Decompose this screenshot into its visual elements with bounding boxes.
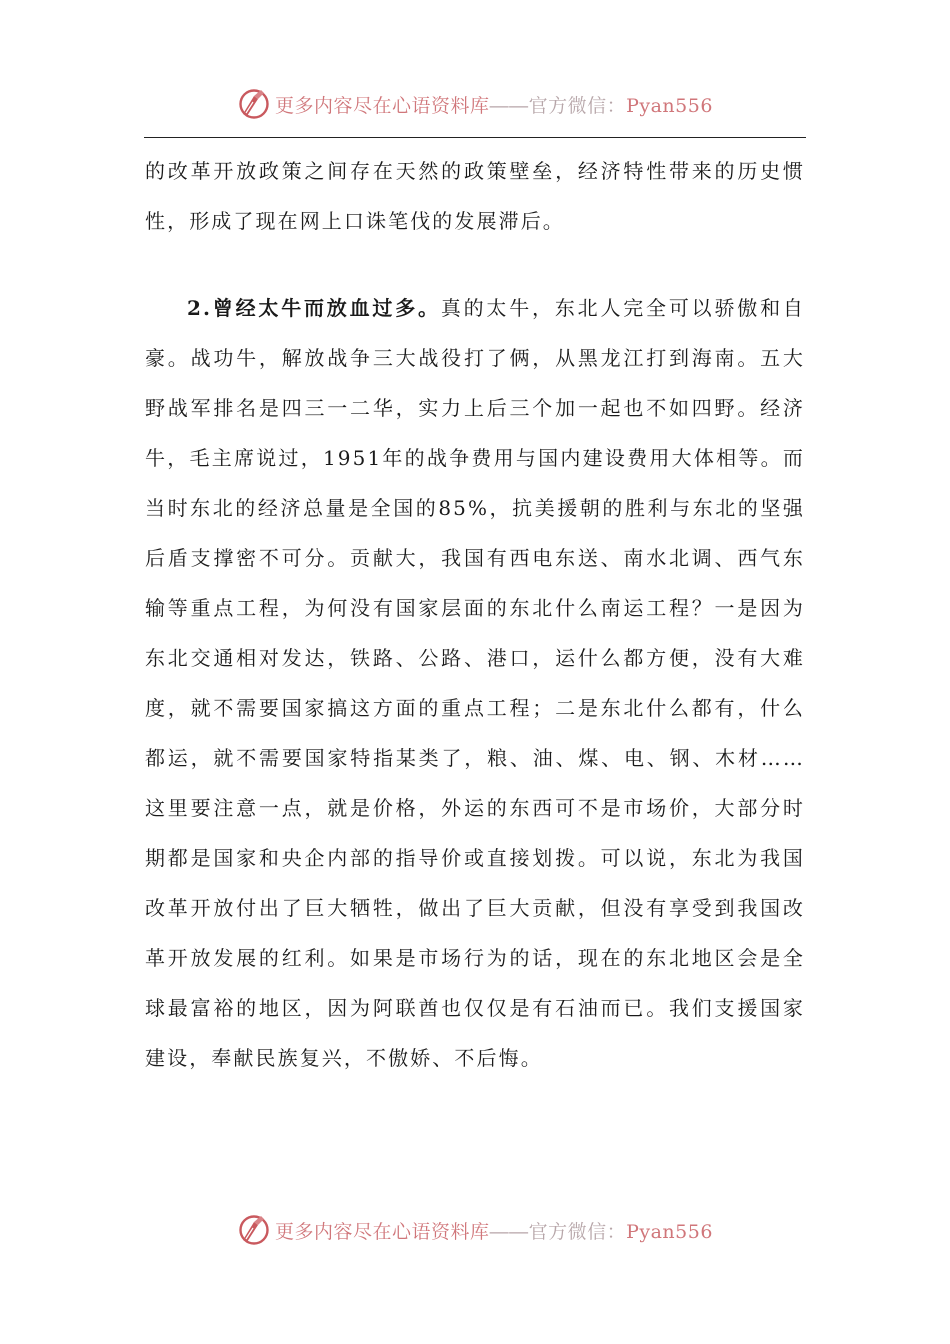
paragraph-continuation: 的改革开放政策之间存在天然的政策壁垒，经济特性带来的历史惯性，形成了现在网上口诛笔伐的发展滞后。	[145, 159, 805, 233]
header-banner-text	[275, 91, 713, 118]
pen-nib-logo-icon	[237, 1213, 271, 1247]
paragraph-2	[145, 283, 805, 1083]
header-dash: ——	[489, 95, 529, 117]
footer-wechat-label: 官方微信：	[528, 1221, 627, 1243]
header-site-text: 更多内容尽在心语资料库	[275, 94, 490, 117]
footer-banner	[0, 1210, 950, 1250]
document-body	[145, 146, 805, 1083]
section-heading: 2.曾经太牛而放血过多。	[187, 296, 441, 320]
footer-banner-text	[275, 1217, 713, 1244]
pen-nib-logo-icon	[237, 87, 271, 121]
header-wechat-label: 官方微信：	[528, 95, 627, 117]
header-divider	[144, 137, 806, 138]
footer-dash: ——	[489, 1221, 529, 1243]
footer-wechat-id: Pyan556	[626, 1220, 713, 1243]
header-wechat-id: Pyan556	[626, 94, 713, 117]
header-banner	[0, 84, 950, 124]
footer-site-text: 更多内容尽在心语资料库	[275, 1220, 490, 1243]
paragraph-2-text: 真的太牛，东北人完全可以骄傲和自豪。战功牛，解放战争三大战役打了俩，从黑龙江打到海南。五大野战军排名是四三一二华，实力上后三个加一起也不如四野。经济牛，毛主席说过，1951年的战争费用与国内建设费用大体相等。而当时东北的经济总量是全国的85%，抗美援朝的胜利与东北的坚强后盾支撑密不可分。贡献大，我国有西电东送、南水北调、西气东输等重点工程，为何没有国家层面的东北什么南运工程？一是因为东北交通相对发达，铁路、公路、港口，运什么都方便，没有大难度，就不需要国家搞这方面的重点工程；二是东北什么都有，什么都运，就不需要国家特指某类了，粮、油、煤、电、钢、木材……这里要注意一点，就是价格，外运的东西可不是市场价，大部分时期都是国家和央企内部的指导价或直接划拨。可以说，东北为我国改革开放付出了巨大牺牲，做出了巨大贡献，但没有享受到我国改革开放发展的红利。如果是市场行为的话，现在的东北地区会是全球最富裕的地区，因为阿联酋也仅仅是有石油而已。我们支援国家建设，奉献民族复兴，不傲娇、不后悔。	[145, 296, 805, 1070]
